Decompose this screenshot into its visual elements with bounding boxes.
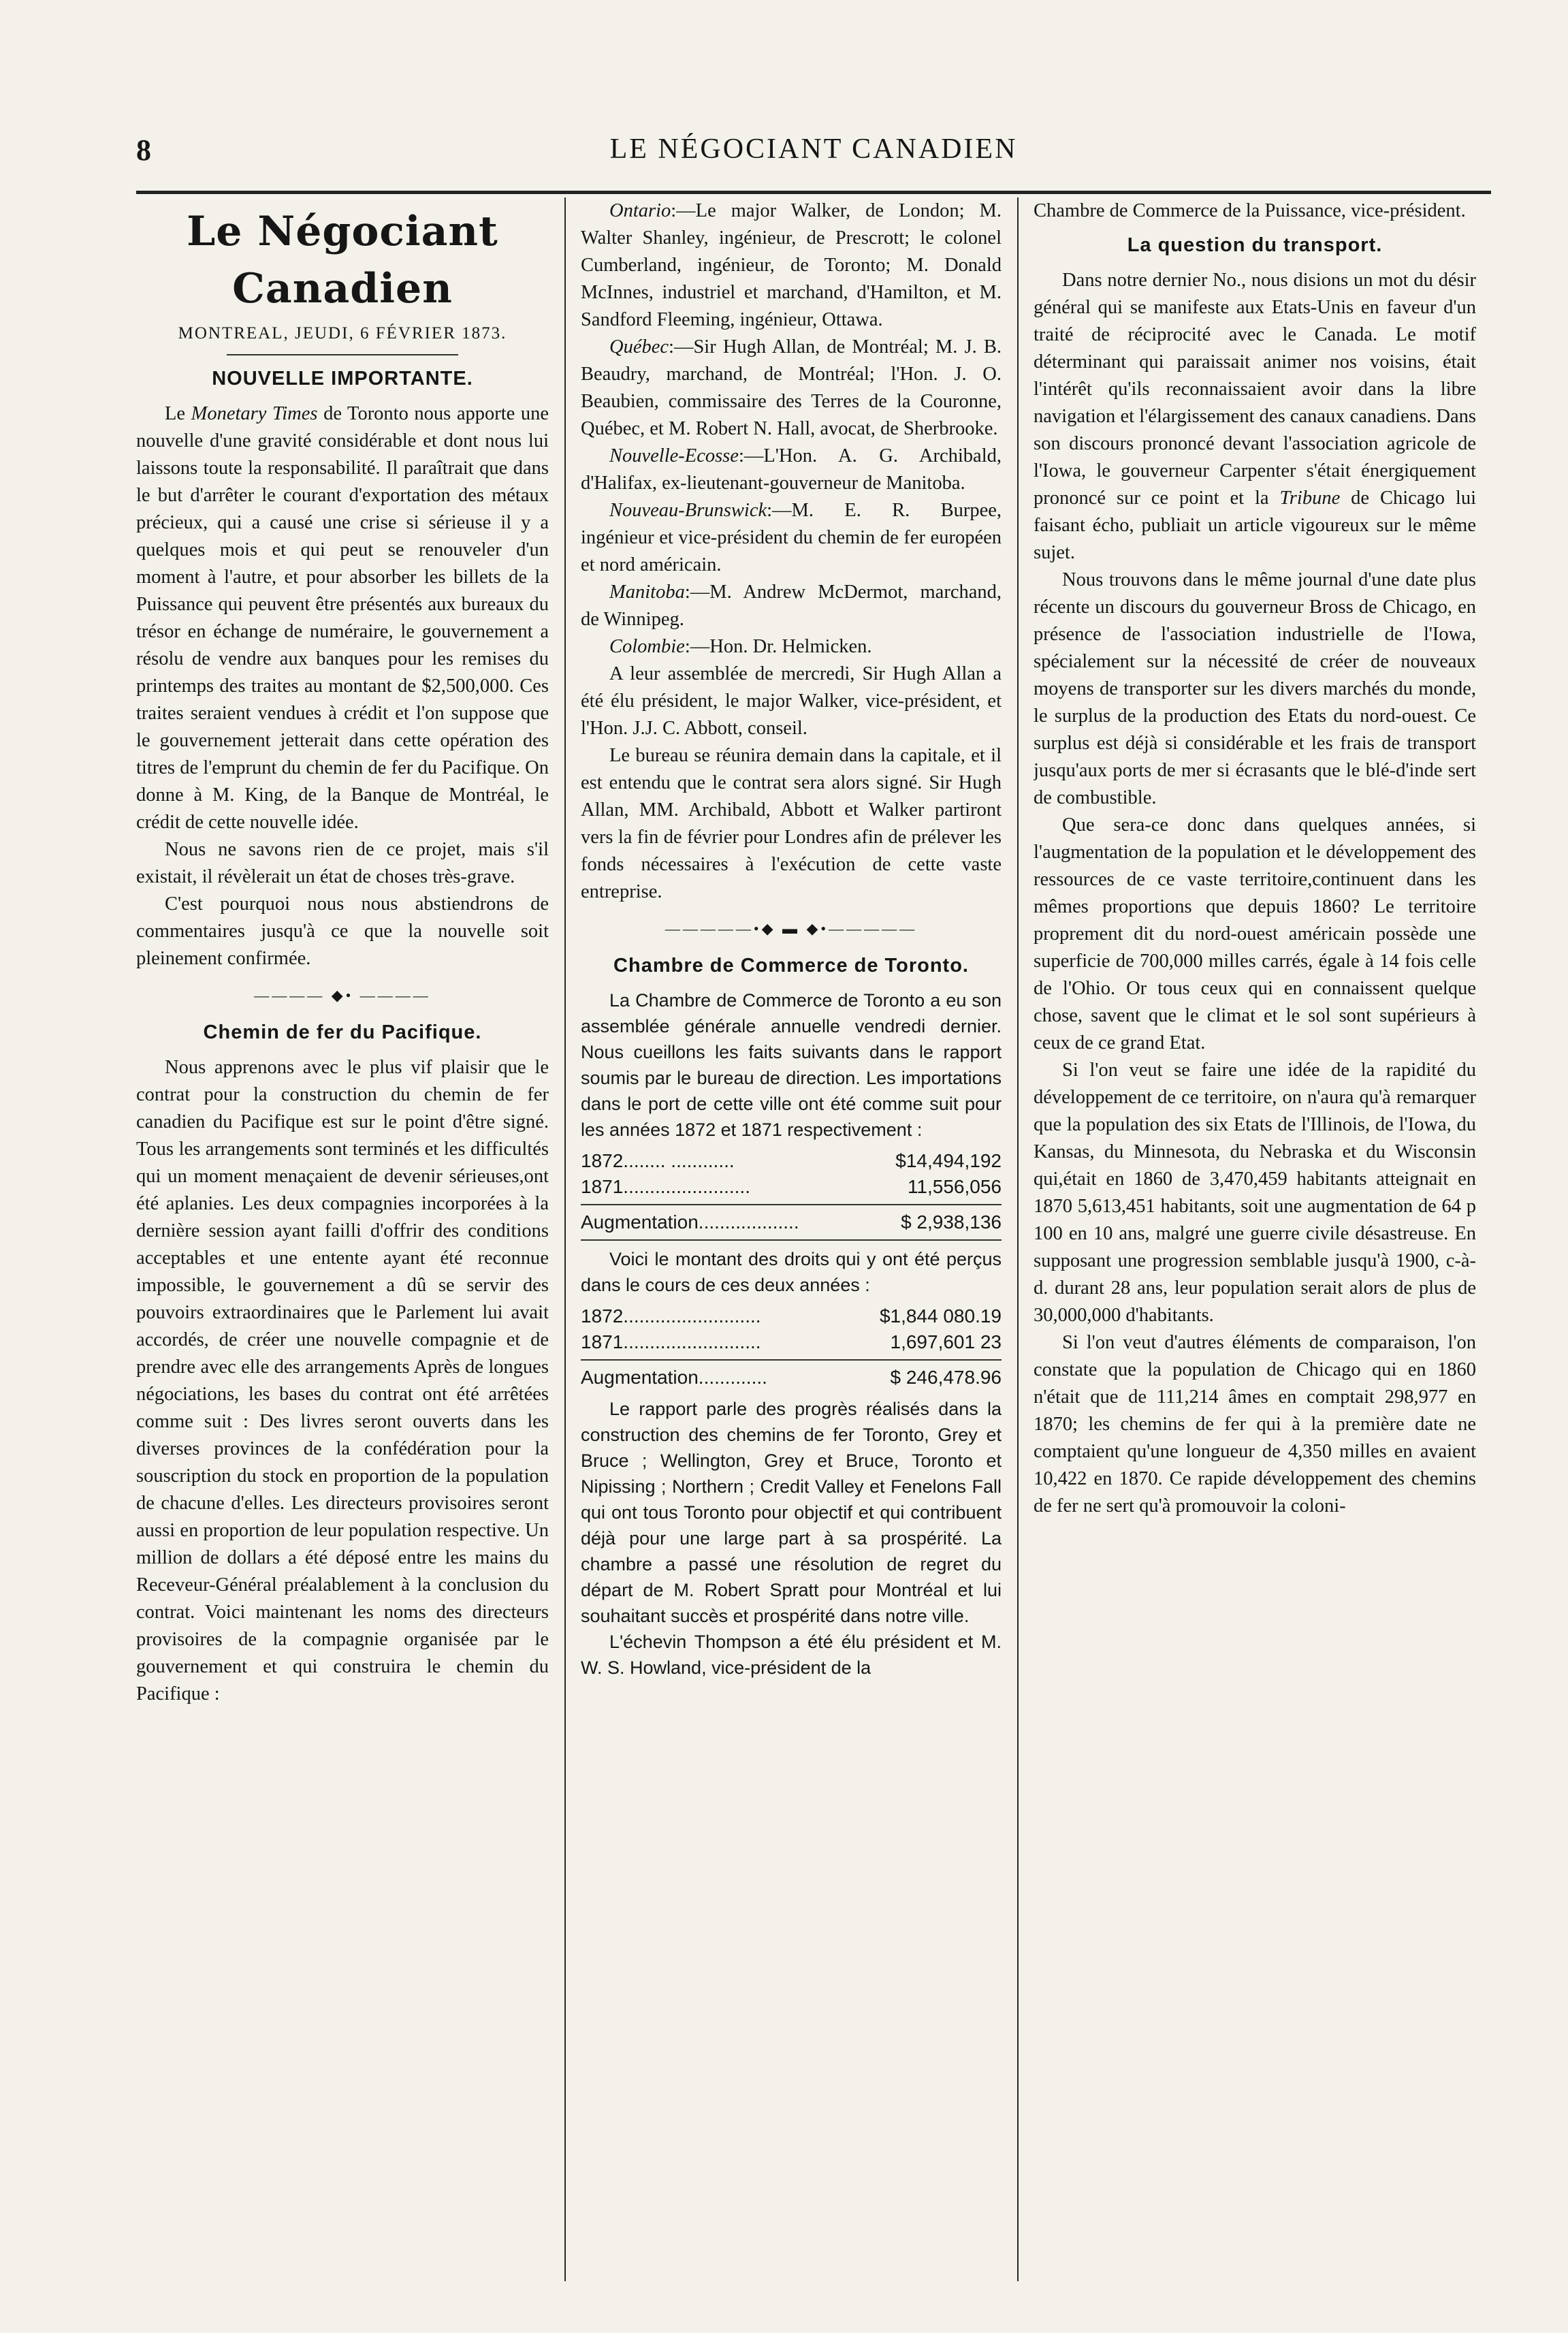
article-paragraph: Nous apprenons avec le plus vif plaisir que le contrat pour la construction du chemin de fer canadien du Pacifique est sur le point d'être signé. Tous les arrangements sont terminés et les difficultés qui un moment menaçaient de devenir sérieuses,ont été aplanies. Les deux compagnies incorporées à la dernière session ayant failli d'offrir des conditions acceptables et une entente ayant été reconnue impossible, le gouvernement a dû se servir des pouvoirs extraordinaires que le Parlement lui avait accordés, de créer une nouvelle compagnie et de prendre avec elle des arrangements Après de longues négociations, les bases du contrat ont été arrêtées comme suit : Des livres seront ouverts dans les diverses provinces de la confédération pour la souscription du stock en proportion de la population de chacune d'elles. Les directeurs provisoires seront aussi en proportion de leur population respective. Un million de dollars a été déposé entre les mains du Receveur-Général préalablement à la conclusion du contrat. Voici maintenant les noms des directeurs provisoires de la compagnie organisée par le gouvernement et qui construira le chemin du Pacifique : [136,1057,549,1704]
article-paragraph [136,400,549,836]
director-entry-nouvelle-ecosse [581,443,1002,497]
article-paragraph: Le bureau se réunira demain dans la capitale, et il est entendu que le contrat sera alors signé. Sir Hugh Allan, MM. Archibald, Abbott et Walker partiront vers la fin de février pour Londres afin de prélever les fonds nécessaires à l'exécution de cette vaste entreprise. [581,745,1002,902]
table-amount: $1,844 080.19 [879,1305,1002,1327]
page-number: 8 [136,133,151,167]
dateline: MONTREAL, JEUDI, 6 FÉVRIER 1873. [178,324,507,343]
province-label: Nouvelle-Ecosse [609,445,739,466]
table-amount: 11,556,056 [907,1176,1002,1197]
table-rule [581,1204,1002,1205]
article-title-question-transport: La question du transport. [1127,234,1383,256]
column-2 [581,197,1002,2281]
director-text: :—Sir Hugh Allan, de Montréal; M. J. B. Beaudry, marchand, de Montréal; l'Hon. J. O. Beaubien, commissaire des Terres de la Couronne, Québec, et M. Robert N. Hall, avocat, de Sherbrooke. [581,336,1002,439]
compact-block [581,987,1002,1681]
table-amount: 1,697,601 23 [890,1331,1002,1352]
article-title-chambre-de-commerce: Chambre de Commerce de Toronto. [613,955,969,977]
masthead: Le Négociant Canadien [187,208,498,313]
header-rule [136,191,1491,194]
table-amount: $14,494,192 [895,1150,1002,1171]
table-year: 1871........................ [581,1176,750,1197]
article-paragraph: La Chambre de Commerce de Toronto a eu son assemblée générale annuelle vendredi dernier. Nous cueillons les faits suivants dans le rapport soumis par le bureau de direction. Les importations dans le port de cette ville ont été comme suit pour les années 1872 et 1871 respectivement : [581,990,1002,1140]
article-title-chemin-de-fer: Chemin de fer du Pacifique. [203,1021,482,1043]
article-paragraph: Nous trouvons dans le même journal d'une date plus récente un discours du gouverneur Bross de Chicago, en présence de l'association industrielle de l'Iowa, spécialement sur la nécessité de créer de nouveaux moyens de transporter sur les divers marchés du monde, le surplus de la production des Etats du nord-ouest. Ce surplus est déjà si considérable et les frais de transport jusqu'aux ports de mer si écrasants que le blé-d'inde sert de combustible. [1034,569,1476,808]
paragraph-text: de Toronto nous apporte une nouvelle d'une gravité considérable et dont nous lui laissons toute la responsabilité. Il paraîtrait que dans le but d'arrêter le courant d'exportation des métaux précieux, qui a causé une crise si sérieuse il y a quelques mois et qui peut se renouveler d'un moment à l'autre, et pour absorber les billets de la Puissance qui peuvent être présentés aux bureaux du trésor en échange de numéraire, le gouvernement a résolu de vendre aux banques pour les remises du printemps des traites au montant de $2,500,000. Ces traites seraient vendues à crédit et l'on suppose que le gouvernement jetterait dans cette opération des titres de l'emprunt du chemin de fer du Pacifique. On donne à M. King, de la Banque de Montréal, le crédit de cette nouvelle idée. [136,403,549,833]
running-head [136,133,1491,180]
article-paragraph: Si l'on veut d'autres éléments de comparaison, l'on constate que la population de Chicago qui en 1860 n'était que de 111,214 âmes en comptait 298,977 en 1870; les chemins de fer qui à la première date ne comptaient qu'une longueur de 4,350 milles en avaient 10,422 en 1870. Ce rapide développement des chemins de fer ne sert qu'à promouvoir la coloni- [1034,1332,1476,1517]
column-rule [1017,197,1019,2281]
table-row [581,1174,1002,1200]
table-year: 1872.......................... [581,1305,761,1327]
divider [227,354,458,355]
table-total-row [581,1209,1002,1235]
director-entry-ontario [581,197,1002,334]
director-text: :—Hon. Dr. Helmicken. [684,636,872,657]
section-ornament [136,982,549,1009]
duties-table [581,1303,1002,1391]
province-label: Colombie [609,636,685,657]
article-paragraph: Que sera-ce donc dans quelques années, si l'augmentation de la population et le développement des ressources de ce vaste territoire,continuent dans les mêmes proportions que depuis 1860? Le territoire proprement dit du nord-ouest américain possède une superficie de 700,000 milles carrés, égale à 14 fois celle de l'Ohio. Or tous ceux qui en connaissent quelque chose, savent que le climat et le sol sont supérieurs à ceux de ce grand Etat. [1034,814,1476,1053]
column-rule [564,197,566,2281]
director-entry-quebec [581,334,1002,443]
table-total-label: Augmentation................... [581,1211,799,1233]
table-rule [581,1359,1002,1361]
source-name: Monetary Times [191,403,318,424]
director-text: :—Le major Walker, de London; M. Walter Shanley, ingénieur, de Prescrott; le colonel Cumberland, ingénieur, de Toronto; M. Donald McInnes, industriel et marchand, d'Hamilton, et M. Sandford Fleeming, ingénieur, Ottawa. [581,200,1002,330]
table-rule [581,1239,1002,1241]
director-text: :—M. Andrew McDermot, marchand, de Winnipeg. [581,582,1002,630]
article-paragraph: L'échevin Thompson a été élu président et M. W. S. Howland, vice-président de la [581,1632,1002,1678]
table-row [581,1148,1002,1174]
director-entry-colombie [581,633,1002,661]
director-text: :—M. E. R. Burpee, ingénieur et vice-président du chemin de fer européen et nord américain. [581,500,1002,575]
column-1 [136,197,549,2281]
article-paragraph: Si l'on veut se faire une idée de la rapidité du développement de ce territoire, on n'aura qu'à remarquer que la population des six Etats de l'Illinois, de l'Iowa, du Kansas, du Minnesota, du Nebraska et du Wisconsin qui,était en 1860 de 3,470,459 habitants atteignait en 1870 5,613,451 habitants, soit une augmentation de 64 p 100 en 10 ans, malgré une guerre civile désastreuse. En supposant une progression semblable jusqu'à 1900, c-à-d. durant 28 ans, leur population serait alors de plus de 30,000,000 d'habitants. [1034,1060,1476,1326]
province-label: Nouveau-Brunswick [609,500,767,521]
column-3 [1034,197,1476,2281]
article-paragraph: Nous ne savons rien de ce projet, mais s'il existait, il révèlerait un état de choses très-grave. [136,839,549,887]
source-name: Tribune [1279,488,1341,509]
article-paragraph: C'est pourquoi nous nous abstiendrons de commentaires jusqu'à ce que la nouvelle soit pleinement confirmée. [136,893,549,969]
director-entry-nouveau-brunswick [581,497,1002,579]
province-label: Ontario [609,200,671,221]
province-label: Manitoba [609,582,685,603]
province-label: Québec [609,336,669,358]
article-title-nouvelle-importante: NOUVELLE IMPORTANTE. [212,368,473,390]
table-row [581,1303,1002,1329]
director-entry-manitoba [581,579,1002,633]
director-text: :—L'Hon. A. G. Archibald, d'Halifax, ex-lieutenant-gouverneur de Manitoba. [581,445,1002,494]
article-paragraph: A leur assemblée de mercredi, Sir Hugh Allan a été élu président, le major Walker, vice-président, et l'Hon. J.J. C. Abbott, conseil. [581,663,1002,739]
table-total-label: Augmentation............. [581,1367,767,1388]
table-year: 1872........ ............ [581,1150,735,1171]
article-paragraph: Voici le montant des droits qui y ont été perçus dans le cours de ces deux années : [581,1249,1002,1295]
paragraph-text: Dans notre dernier No., nous disions un mot du désir général qui se manifeste aux Etats-Unis en faveur d'un traité de réciprocité avec le Canada. Le motif déterminant qui paraissait animer nos voisins, était l'intérêt qu'ils reconnaissaient avoir dans la libre navigation et l'élargissement des canaux canadiens. Dans son discours prononcé devant l'association agricole de l'Iowa, le gouverneur Carpenter s'était énergiquement prononcé sur ce point et la [1034,270,1476,509]
table-row [581,1329,1002,1355]
article-paragraph [1034,267,1476,567]
article-paragraph: Le rapport parle des progrès réalisés dans la construction des chemins de fer Toronto, Grey et Bruce ; Wellington, Grey et Bruce, Toronto et Nipissing ; Northern ; Credit Valley et Fenelons Fall qui ont tous Toronto pour objectif et qui contribuent déjà pour une large part à sa prospérité. La chambre a passé une résolution de regret du départ de M. Robert Spratt pour Montréal et lui souhaitant succès et prospérité dans notre ville. [581,1399,1002,1626]
table-total-amount: $ 2,938,136 [901,1211,1002,1233]
article-paragraph: Chambre de Commerce de la Puissance, vice-président. [1034,200,1466,221]
paragraph-text: de Chicago lui faisant écho, publiait un article vigoureux sur le même sujet. [1034,488,1476,563]
table-year: 1871.......................... [581,1331,761,1352]
journal-name: LE NÉGOCIANT CANADIEN [609,133,1018,165]
section-ornament [581,915,1002,942]
imports-table [581,1148,1002,1241]
table-total-amount: $ 246,478.96 [890,1367,1002,1388]
table-total-row [581,1365,1002,1391]
lead-word: Le [165,403,186,424]
